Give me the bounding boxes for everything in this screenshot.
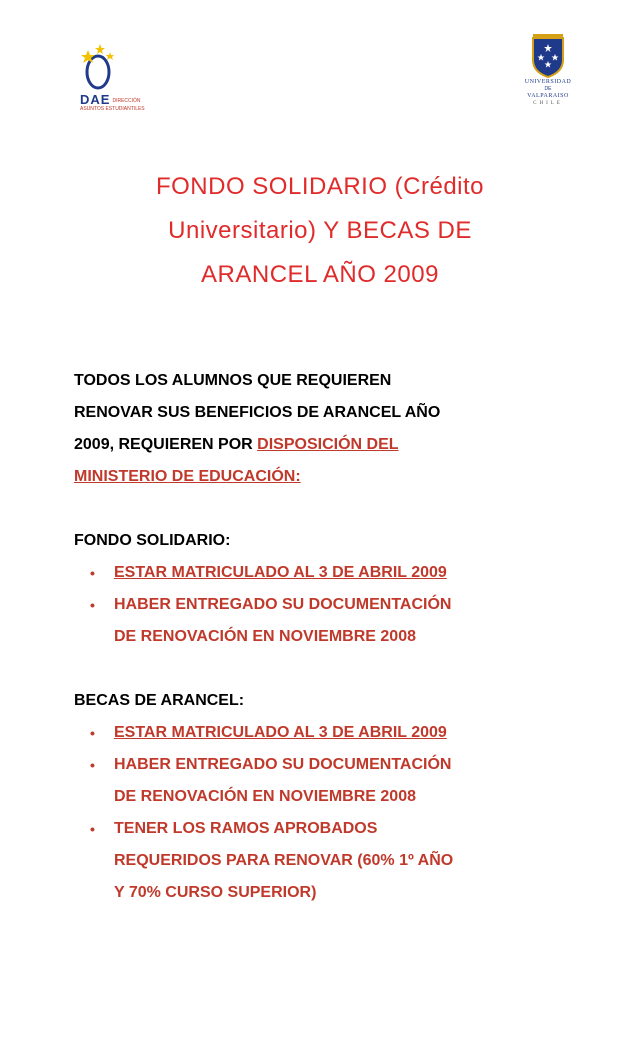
- title-line-2: Universitario) Y BECAS DE: [168, 217, 472, 244]
- becas-heading: BECAS DE ARANCEL:: [74, 692, 245, 709]
- bullet-icon: •: [90, 757, 95, 773]
- dae-small-text: DIRECCIÓN: [112, 98, 141, 105]
- uv-name-line3: VALPARAISO: [527, 93, 569, 99]
- bullet-icon: •: [90, 821, 95, 837]
- intro-line-3: [74, 429, 574, 461]
- dae-text: DAE: [80, 92, 111, 107]
- becas-item-2-line-2: DE RENOVACIÓN EN NOVIEMBRE 2008: [114, 788, 416, 805]
- title-line-3: ARANCEL AÑO 2009: [201, 261, 439, 288]
- becas-item-2-line-1: HABER ENTREGADO SU DOCUMENTACIÓN: [114, 756, 452, 773]
- fondo-requirements-list: [74, 557, 574, 653]
- becas-item-1-text: ESTAR MATRICULADO AL 3 DE ABRIL 2009: [114, 724, 447, 741]
- uv-name-line2: DE: [544, 86, 552, 92]
- becas-item-3-line-2: REQUERIDOS PARA RENOVAR (60% 1º AÑO: [114, 852, 454, 869]
- uv-shield-icon: [531, 34, 565, 78]
- dae-emblem-icon: [70, 40, 150, 95]
- list-item: [74, 813, 574, 909]
- list-item: [74, 557, 574, 589]
- uv-logo: [518, 34, 578, 119]
- becas-item-3-line-3: Y 70% CURSO SUPERIOR): [114, 884, 317, 901]
- bullet-icon: •: [90, 597, 95, 613]
- list-item: [74, 589, 574, 653]
- intro-line-1: TODOS LOS ALUMNOS QUE REQUIEREN: [74, 372, 392, 389]
- uv-country: CHILE: [533, 101, 563, 106]
- fondo-item-2-line-1: HABER ENTREGADO SU DOCUMENTACIÓN: [114, 596, 452, 613]
- bullet-icon: •: [90, 725, 95, 741]
- uv-name-line1: UNIVERSIDAD: [524, 79, 572, 85]
- bullet-icon: •: [90, 565, 95, 581]
- list-item: [74, 749, 574, 813]
- becas-item-3-line-1: TENER LOS RAMOS APROBADOS: [114, 820, 378, 837]
- ministerio-link-part2: MINISTERIO DE EDUCACIÓN:: [74, 468, 301, 485]
- intro-line-2: RENOVAR SUS BENEFICIOS DE ARANCEL AÑO: [74, 404, 441, 421]
- ministerio-link-part1: DISPOSICIÓN DEL: [257, 436, 399, 453]
- title-line-1: FONDO SOLIDARIO (Crédito: [155, 173, 485, 200]
- intro-line-4: [74, 461, 574, 493]
- becas-requirements-list: [74, 717, 574, 909]
- document-body: [74, 365, 574, 909]
- intro-paragraph: [74, 365, 574, 493]
- document-title: [74, 165, 566, 297]
- fondo-item-2-line-2: DE RENOVACIÓN EN NOVIEMBRE 2008: [114, 628, 416, 645]
- fondo-item-1-text: ESTAR MATRICULADO AL 3 DE ABRIL 2009: [114, 564, 447, 581]
- fondo-heading: FONDO SOLIDARIO:: [74, 532, 231, 549]
- dae-wordmark: [80, 92, 141, 107]
- intro-line-3-text: 2009, REQUIEREN POR: [74, 436, 258, 453]
- dae-subtitle: ASUNTOS ESTUDIANTILES: [80, 106, 145, 112]
- list-item: [74, 717, 574, 749]
